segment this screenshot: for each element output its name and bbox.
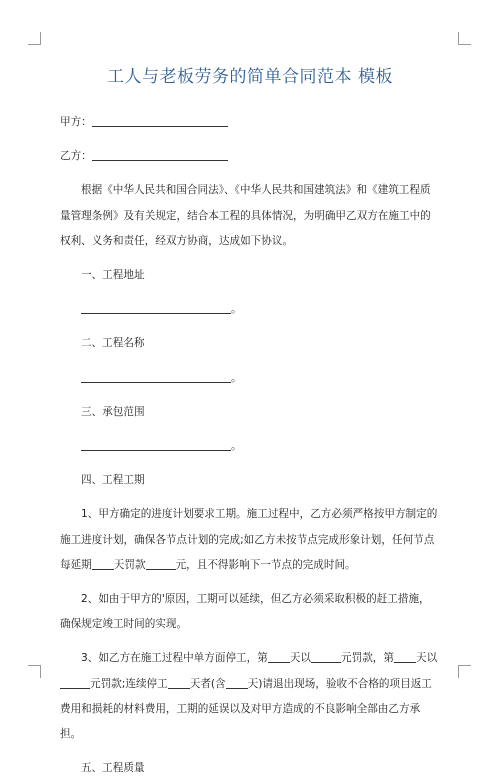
scope-blank-line xyxy=(60,434,440,459)
party-b-label: 乙方： xyxy=(60,150,92,163)
clause-3-blank-2 xyxy=(311,650,341,663)
name-blank-line xyxy=(60,366,440,391)
clause-3-blank-1 xyxy=(268,650,290,663)
crop-mark-top-left xyxy=(28,32,41,45)
name-blank-end: 。 xyxy=(231,371,242,384)
clause-3-blank-3 xyxy=(394,650,416,663)
clause-3 xyxy=(60,646,440,747)
clause-3-blank-5 xyxy=(168,676,190,689)
clause-1-days-blank xyxy=(92,557,114,570)
section-heading-address: 一、工程地址 xyxy=(81,269,145,282)
section-heading-scope: 三、承包范围 xyxy=(81,405,145,418)
section-heading-name: 二、工程名称 xyxy=(81,337,145,350)
clause-3-text-a: 3、如乙方在施工过程中单方面停工，第 xyxy=(81,652,268,665)
clause-1-text-b: 天罚款 xyxy=(113,558,146,571)
clause-2: 2、如由于甲方的'原因，工期可以延续，但乙方必须采取积极的赶工措施，确保规定竣工时间的实现。 xyxy=(60,593,430,631)
party-a-blank xyxy=(92,114,228,127)
scope-blank-end: 。 xyxy=(231,440,242,453)
clause-3-text-d: 天以 xyxy=(416,652,438,665)
clause-1-amount-blank xyxy=(146,557,176,570)
document-title: 工人与老板劳务的简单合同范本 模板 xyxy=(107,67,393,87)
clause-1-text-c: 元，且不得影响下一节点的完成时间。 xyxy=(175,558,356,571)
clause-3-text-b: 天以 xyxy=(289,652,312,665)
address-blank-end: 。 xyxy=(231,303,242,316)
party-a-label: 甲方： xyxy=(60,116,92,128)
party-b-line xyxy=(60,144,440,169)
clause-3-text-e: 元罚款;连续停工 xyxy=(90,677,168,690)
clause-3-text-c: 元罚款，第 xyxy=(341,652,394,665)
party-b-blank xyxy=(92,148,228,161)
party-a-line xyxy=(60,110,440,135)
section-heading-quality: 五、工程质量 xyxy=(81,762,145,775)
address-blank xyxy=(81,301,231,314)
clause-1 xyxy=(60,502,440,578)
crop-mark-bottom-left xyxy=(28,665,41,678)
document-body xyxy=(60,110,440,781)
crop-mark-top-right xyxy=(458,32,471,45)
clause-3-blank-6 xyxy=(226,676,248,689)
name-blank xyxy=(81,370,231,383)
clause-1-text-a: 1、甲方确定的进度计划要求工期。施工过程中，乙方必须严格按甲方制定的施工进度计划，确保各节点计划的完成;如乙方未按节点完成形象计划，任何节点每延期 xyxy=(60,508,438,571)
preamble-paragraph: 根据《中华人民共和国合同法》、《中华人民共和国建筑法》和《建筑工程质量管理条例》及有关规定，结合本工程的具体情况，为明确甲乙双方在施工中的权利、义务和责任，经双方协商，达成如下协议。 xyxy=(60,184,431,247)
crop-mark-bottom-right xyxy=(458,665,471,678)
clause-3-text-g: 天)请退出现场，验收不合格的项目返工费用和损耗的材料费用，工期的延误以及对甲方造成的不良影响全部由乙方承担。 xyxy=(60,677,432,741)
clause-3-blank-4 xyxy=(60,676,90,689)
scope-blank xyxy=(81,438,231,451)
address-blank-line xyxy=(60,297,440,322)
clause-3-text-f: 天者(含 xyxy=(189,677,226,690)
section-heading-schedule: 四、工程工期 xyxy=(81,474,145,487)
